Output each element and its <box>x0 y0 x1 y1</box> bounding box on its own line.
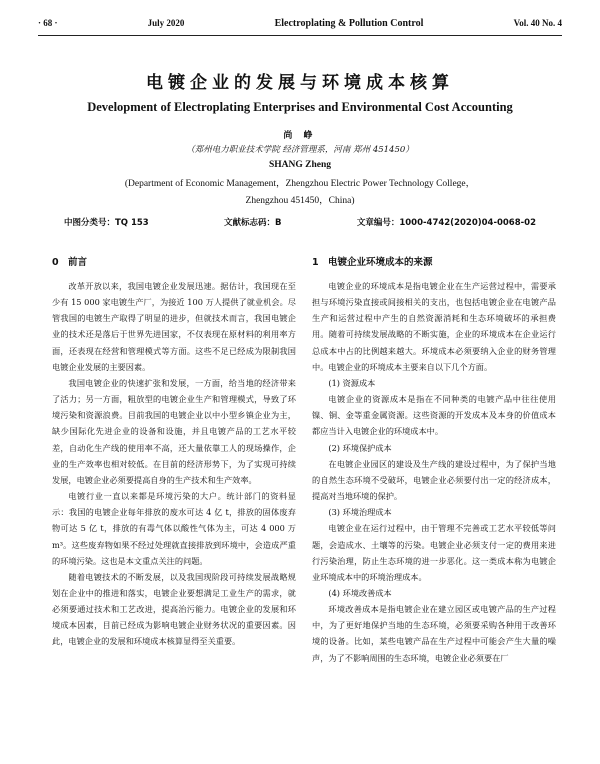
paragraph: 电镀企业的资源成本是指在不同种类的电镀产品中往往使用镍、铜、金等重金属资源。这些资源的开发成本及本身的价值成本都应当计入电镀企业的环境成本中。 <box>312 394 556 437</box>
affiliation-en-line-1: (Department of Economic Management，Zhengzhou Electric Power Technology College， <box>124 179 476 189</box>
document-code: 文献标志码：B <box>224 218 282 228</box>
paragraph: 改革开放以来，我国电镀企业发展迅速。据估计，我国现在至少有 15 000 家电镀生产厂，为接近 100 万人提供了就业机会。尽管我国的电镀生产取得了明显的进步，但就技术而言，我国电镀企业的技术还是落后于世界先进国家，不仅表现在原材料的利用率方面，还表现在经营和管理模式等方面。这些不足已经成为限制我国电镀企业发展的主要因素。 <box>52 281 296 372</box>
classification-line <box>64 216 536 228</box>
section-title: 前言 <box>68 257 88 268</box>
section-number: 1 <box>312 257 319 268</box>
paragraph: 电镀企业在运行过程中，由于管理不完善或工艺水平较低等问题，会造成水、土壤等的污染。电镀企业必须支付一定的费用来进行污染治理，防止生态环境的进一步恶化。这一类成本称为电镀企业环境成本中的环境治理成本。 <box>312 523 556 582</box>
article-number: 文章编号：1000-4742(2020)04-0068-02 <box>356 218 536 228</box>
paragraph: 在电镀企业园区的建设及生产线的建设过程中，为了保护当地的自然生态环境不受破坏，电镀企业必须要付出一定的经济成本，提高对当地环境的保护。 <box>312 458 556 502</box>
paragraph: 环境改善成本是指电镀企业在建立园区或电镀产品的生产过程中，为了更好地保护当地的生态环境，必须要采购各种用于改善环境的设备。比如，某些电镀产品在生产过程中可能会产生大量的噪声，为了不影响周围的生态环境，电镀企业必须要在厂 <box>312 604 556 663</box>
author-name-cn: 尚 峥 <box>283 131 317 141</box>
article-title-en: Development of Electroplating Enterprises and Environmental Cost Accounting <box>87 100 513 114</box>
clc-number: 中图分类号：TQ 153 <box>64 218 149 228</box>
right-column <box>312 256 556 666</box>
paragraph: 我国电镀企业的快速扩张和发展，一方面，给当地的经济带来了活力；另一方面，粗放型的电镀企业生产和管理模式，导致了环境污染和资源浪费。目前我国的电镀企业以中小型乡镇企业为主，缺少国际化先进企业的设备和设施，并且电镀产品的工艺水平较差，自动化生产线的使用率不高，还大量依靠工人的现场操作，企业的生产效率也相对较低。在目前的经济形势下，为了实现可持续发展，电镀企业必须要提高自身的生产技术和生产效率。 <box>52 377 296 485</box>
left-column <box>52 256 296 650</box>
section-number: 0 <box>52 257 59 268</box>
running-header <box>38 14 562 36</box>
section-title: 电镀企业环境成本的来源 <box>328 257 433 268</box>
article-title-cn: 电镀企业的发展与环境成本核算 <box>146 73 454 93</box>
affiliation-en-line-2: Zhengzhou 451450，China) <box>245 196 355 206</box>
page-number: · 68 · <box>38 18 58 28</box>
subsection-title: (4) 环境改善成本 <box>328 587 392 598</box>
paragraph: 电镀行业一直以来都是环境污染的大户。统计部门的资料显示：我国的电镀企业每年排放的废水可达 4 亿 t，排放的固体废弃物可达 5 亿 t，排放的有毒气体以酸性气体为主，可达 4 000 万 m³。这些废弃物如果不经过处理就直接排放到环境中，会造成严重的环境污染。这也是本文重点关注的问题。 <box>52 491 296 566</box>
volume-issue: Vol. 40 No. 4 <box>513 18 562 28</box>
paragraph: 电镀企业的环境成本是指电镀企业在生产运营过程中，需要承担与环境污染直接或间接相关的支出，也包括电镀企业在电镀产品生产和运营过程中产生的自然资源消耗和生态环境破坏的承担费用。随着可持续发展战略的不断实施，企业的环境成本在企业运行总成本中占的比例越来越大。环境成本必须要纳入企业的财务管理中。电镀企业的环境成本主要来自以下几个方面。 <box>312 281 556 372</box>
section-heading-0 <box>52 256 296 270</box>
subsection-title: (3) 环境治理成本 <box>328 507 392 518</box>
section-heading-1 <box>312 256 556 270</box>
paragraph: 随着电镀技术的不断发展，以及我国现阶段可持续发展战略规划在企业中的推进和落实，电镀企业要想满足工业生产的需求，就必须要通过技术和工艺改进，提高治污能力。电镀企业的发展和环境成本因素，目前已经成为影响电镀企业财务状况的重要因素。因此，电镀企业的发展和环境成本核算显得至关重要。 <box>52 571 296 647</box>
author-name-en: SHANG Zheng <box>268 160 332 170</box>
affiliation-cn: （郑州电力职业技术学院 经济管理系，河南 郑州 451450） <box>186 145 414 155</box>
subsection-title: (1) 资源成本 <box>328 377 376 388</box>
affiliation-en <box>0 176 600 210</box>
journal-name: Electroplating & Pollution Control <box>274 17 424 29</box>
issue-date: July 2020 <box>147 18 185 28</box>
subsection-title: (2) 环境保护成本 <box>328 442 392 453</box>
